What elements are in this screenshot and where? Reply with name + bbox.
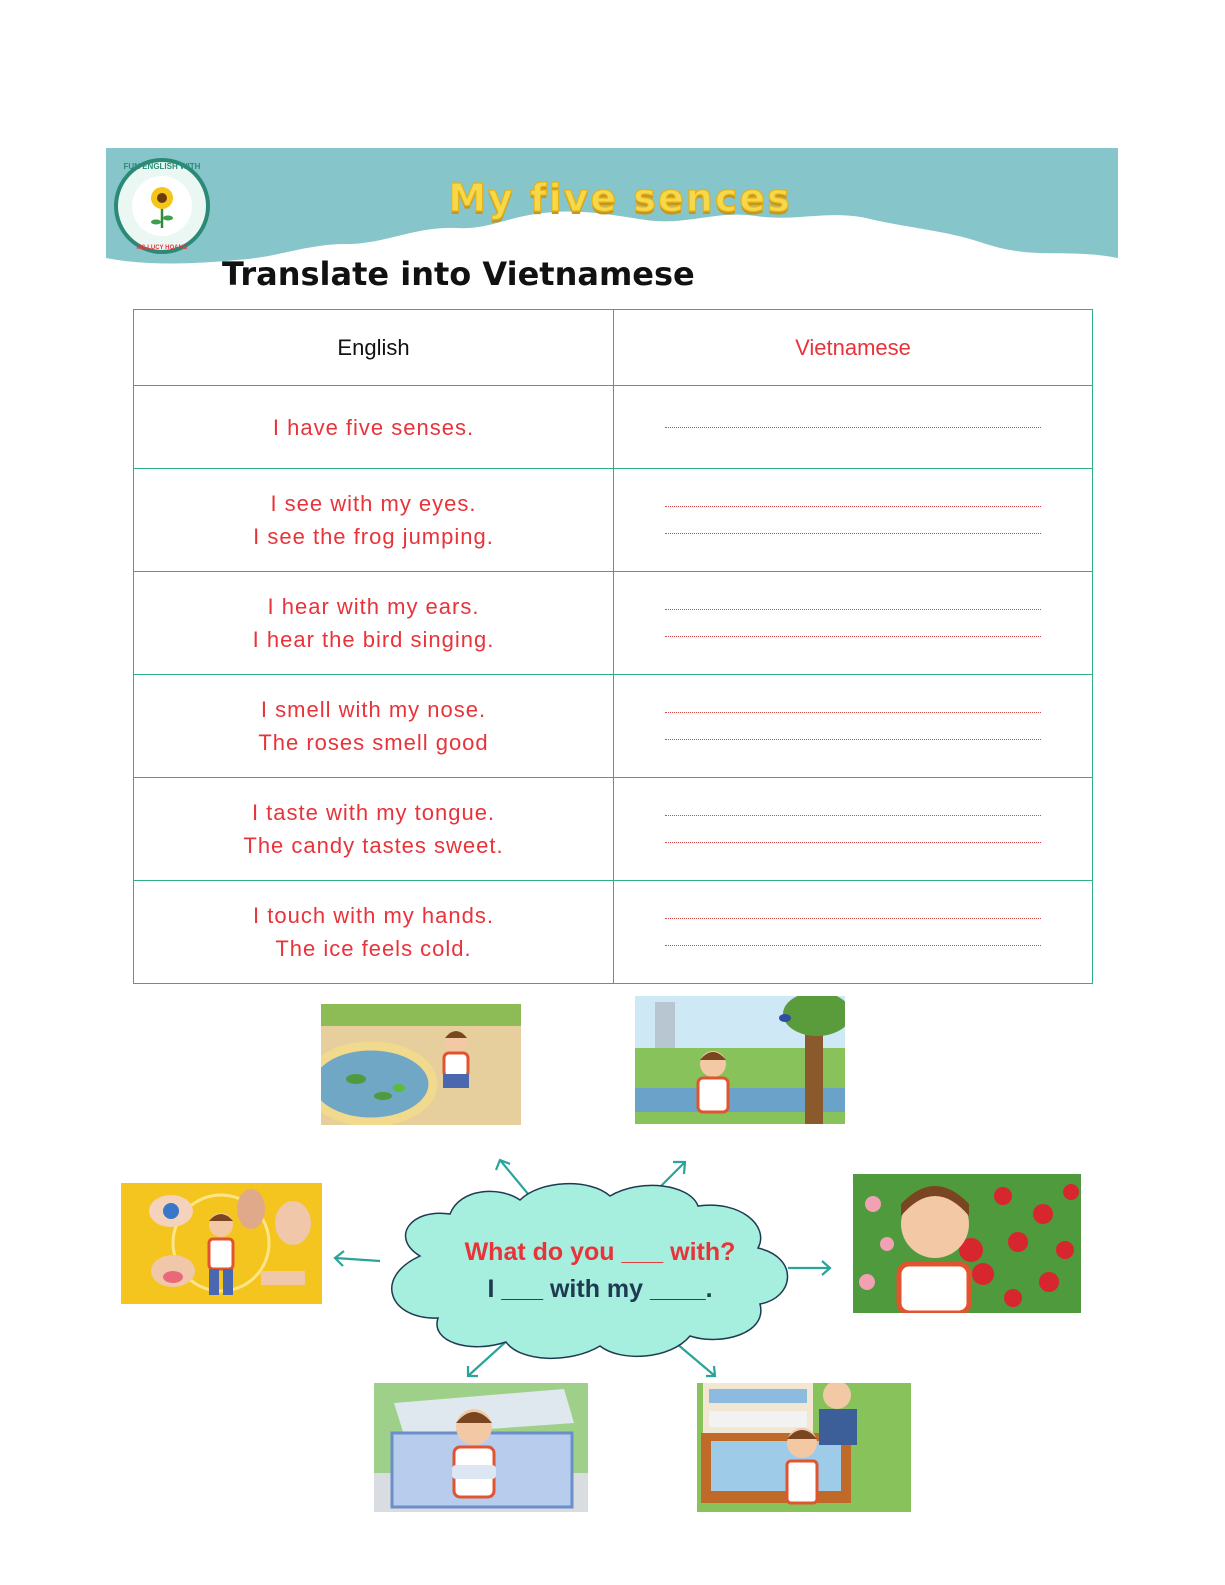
answer-line[interactable] (665, 918, 1041, 919)
mindmap-diagram (320, 1148, 840, 1388)
english-sentence: I smell with my nose. (260, 697, 487, 722)
page-title: My five sences (448, 176, 792, 220)
bird-park-illustration (635, 996, 845, 1124)
answer-line[interactable] (665, 506, 1041, 507)
table-row (134, 675, 1093, 778)
answer-line[interactable] (665, 636, 1041, 637)
candy-shop-illustration (697, 1383, 911, 1512)
translation-table (133, 309, 1093, 984)
header-vietnamese: Vietnamese (795, 334, 911, 360)
mindmap-question: What do you ___ with? (464, 1238, 736, 1266)
english-sentence: I hear with my ears. (267, 594, 480, 619)
answer-line[interactable] (665, 842, 1041, 843)
frog-pond-illustration (321, 1004, 521, 1125)
mindmap-answer: I ___ with my ____. (487, 1275, 713, 1303)
header-vietnamese-cell (614, 310, 1093, 386)
answer-line[interactable] (665, 712, 1041, 713)
english-sentence: The candy tastes sweet. (243, 833, 504, 858)
answer-line[interactable] (665, 945, 1041, 946)
svg-text:MS.LUCY HOANG: MS.LUCY HOANG (136, 245, 188, 251)
table-header-row (134, 310, 1093, 386)
ice-freezer-illustration (374, 1383, 588, 1512)
english-sentence: I touch with my hands. (253, 903, 494, 928)
english-sentence: The roses smell good (258, 730, 489, 755)
english-sentence: I taste with my tongue. (251, 800, 496, 825)
roses-illustration (853, 1174, 1081, 1313)
english-sentence: I see the frog jumping. (253, 524, 494, 549)
table-row (134, 778, 1093, 881)
answer-line[interactable] (665, 739, 1041, 740)
english-sentence: I have five senses. (272, 414, 475, 440)
instruction-heading: Translate into Vietnamese (222, 255, 695, 293)
header-english: English (337, 334, 410, 360)
header-english-cell (134, 310, 614, 386)
five-senses-illustration (121, 1183, 322, 1304)
logo-lettering: FUN ENGLISH WITH (123, 162, 201, 171)
english-sentence: The ice feels cold. (275, 936, 472, 961)
speech-cloud (392, 1184, 788, 1359)
answer-line[interactable] (665, 815, 1041, 816)
logo-badge (112, 156, 212, 256)
answer-line[interactable] (665, 427, 1041, 428)
answer-line[interactable] (665, 533, 1041, 534)
table-row (134, 386, 1093, 469)
english-sentence: I see with my eyes. (270, 491, 477, 516)
table-row (134, 469, 1093, 572)
answer-line[interactable] (665, 609, 1041, 610)
english-sentence: I hear the bird singing. (252, 627, 495, 652)
table-row (134, 881, 1093, 984)
table-row (134, 572, 1093, 675)
